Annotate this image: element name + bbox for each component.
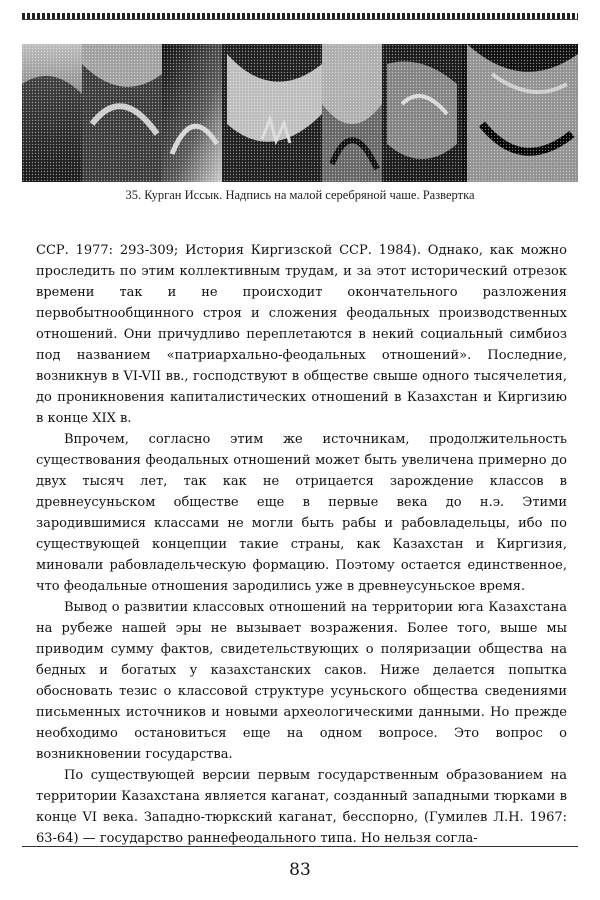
inscription-rollout-image bbox=[22, 44, 578, 182]
paragraph: По существующей версии первым государственным образованием на территории Казахстана является каганат, созданный западными тюрками в конце VI века. Западно-тюркский каганат, бесспорно, (Гумилев Л.Н. 1967: 63-64) — государство раннефеодального типа. Но нельзя согла- bbox=[36, 768, 567, 846]
figure-image bbox=[22, 44, 578, 182]
paragraph: Впрочем, согласно этим же источникам, продолжительность существования феодальных отношений может быть увеличена примерно до двух тысяч лет, так как не отрицается зарождение классов в древнеусуньском обществе еще в первые века до н.э. Этими зародившимися классами не могли быть рабы и рабовладельцы, ибо по существующей концепции такие страны, как Казахстан и Киргизия, миновали рабовладельческую формацию. Поэтому остается единственное, что феодальные отношения зародились уже в древнеусуньское время. bbox=[36, 432, 567, 594]
body-text bbox=[36, 240, 567, 849]
paragraph: ССР. 1977: 293-309; История Киргизской ССР. 1984). Однако, как можно проследить по этим коллективным трудам, и за этот исторический отрезок времени так и не происходит окончательного разложения первобытнообщинного строя и сложения феодальных производственных отношений. Они причудливо переплетаются в некий социальный симбиоз под названием «патриархально-феодальных отношений». Последние, возникнув в VI-VII вв., господствуют в обществе свыше одного тысячелетия, до проникновения капиталистических отношений в Казахстан и Киргизию в конце XIX в. bbox=[36, 243, 567, 426]
top-decorative-border bbox=[22, 13, 578, 19]
page-number: 83 bbox=[289, 860, 311, 880]
footer-rule bbox=[22, 846, 578, 847]
figure-caption: 35. Курган Иссык. Надпись на малой серебряной чаше. Развертка bbox=[125, 188, 475, 202]
paragraph: Вывод о развитии классовых отношений на территории юга Казахстана на рубеже нашей эры не вызывает возражения. Более того, выше мы приводим сумму фактов, свидетельствующих о поляризации общества на бедных и богатых у казахстанских саков. Ниже делается попытка обосновать тезис о классовой структуре усуньского общества сведениями письменных источников и новыми археологическими данными. Но прежде необходимо остановиться еще на одном вопросе. Это вопрос о возникновении государства. bbox=[36, 600, 567, 762]
